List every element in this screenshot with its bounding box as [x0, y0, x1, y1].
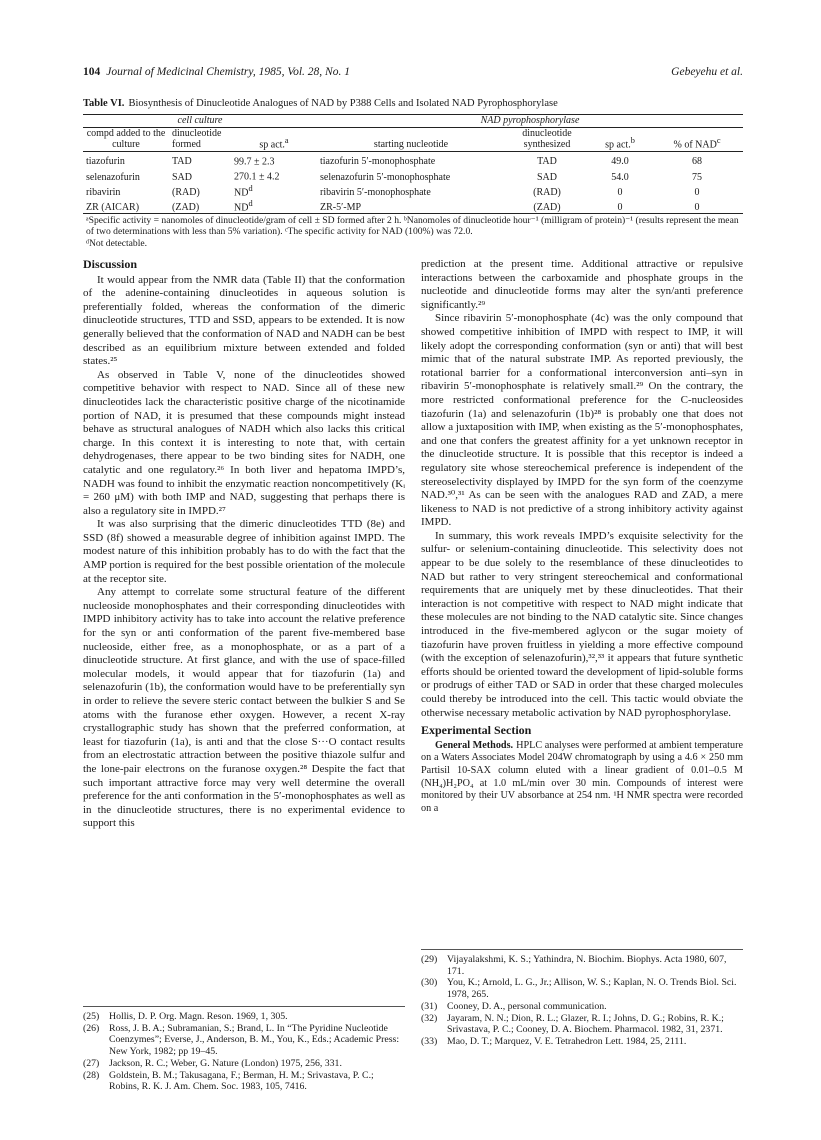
reference-item: (32) Jayaram, N. N.; Dion, R. L.; Glazer, R. I.; Johns, D. G.; Robins, R. K.; Srivastava, P. C.; Cooney, D. A. Biochem. Pharmacol. 1982, 31, 2371.	[421, 1012, 724, 1036]
reference-item: (26) Ross, J. B. A.; Subramanian, S.; Brand, L. In “The Pyridine Nucleotide Coenzymes”; Everse, J., Anderson, B. M., You, K., Eds.; Academic Press: New York, 1982; pp 19–45.	[83, 1022, 400, 1058]
general-methods-text: HPLC analyses were performed at ambient temperature on a Waters Associates Model 204W chromatograph by using a 4.6 × 250 mm Partisil 10-SAX column eluted with a linear gradient of 0.01–0.5 M (NH₄)H₂PO₄ at 1.0 mL/min over 30 min. Compounds of interest were monitored by their UV absorbance at 254 nm. ¹H NMR spectra were recorded on a	[421, 739, 744, 814]
reference-item: (29) Vijayalakshmi, K. S.; Yathindra, N. Biochim. Biophys. Acta 1980, 607, 171.	[421, 954, 727, 977]
paragraph: Since ribavirin 5′-monophosphate (4c) was the only compound that showed competitive inhibition of IMPD with respect to IMP, it will likely adopt the corresponding conformation (syn or anti) that will best mimic that of the natural substrate IMP. As reported previously, the rotational barrier for a conformational interconversion anti–syn in ribavirin 5′-monophosphate is relatively small.²⁹ On the contrary, the more restricted conformational preference for the C-nucleosides tiazofurin (1a) and selenazofurin (1b)²⁸ is probably one that does not allow a juxtaposition with IMP, when existing as the 5′-monophosphates, and one that confers the greatest affinity for a yet unknown receptor in the dinucleotide structure. It is possible that this receptor is indeed a regulatory site whose stereochemical preference is independent of the stereoselectivity displayed by IMPD for the syn form of the coenzyme NAD.³⁰,³¹ As can be seen with the analogues RAD and ZAD, a mere likeness to NAD is not predictive of a strong inhibitory activity against IMPD.	[421, 312, 743, 529]
table-group-row	[83, 115, 743, 128]
journal-citation: Journal of Medicinal Chemistry, 1985, Vol. 28, No. 1	[106, 66, 350, 78]
col-compd: compd added to the culture	[83, 128, 169, 152]
paragraph: As observed in Table V, none of the dinucleotides showed competitive behavior with respect to NAD. Since all of these new dinucleotides lack the characteristic positive charge of the nicotinamide portion of NAD, it is presumed that these compounds might instead behave as structural analogues of NADH which also lacks this critical charge. In this context it is interesting to note that, with certain dehydrogenases, there appear to be two binding sites for NADH, one catalytic and one regulatory.²⁶ In both liver and hepatoma IMPD’s, NADH was found to inhibit the enzymatic reaction noncompetitively (Kᵢ = 260 μM) with both IMP and NAD, suggesting that perhaps there is also a regulatory site in IMPD.²⁷	[83, 368, 405, 517]
reference-item: (30) You, K.; Arnold, L. G., Jr.; Allison, W. S.; Kaplan, N. O. Trends Biol. Sci. 1978, 265.	[421, 977, 737, 1001]
table-footnote: ᵃSpecific activity = nanomoles of dinucleotide/gram of cell ± SD formed after 2 h. ᵇNanomoles of dinucleotide hour⁻¹ (milligram of protein)⁻¹ (results represent the mean of two determinations with less than 5% variation). ᶜThe specific activity for NAD (100%) was 72.0.	[86, 215, 739, 238]
col-sp-act: sp act.$^a$	[231, 128, 317, 152]
table-vi	[83, 114, 743, 249]
col-sp-act-2: sp act.$^b$	[589, 128, 651, 152]
references-left	[83, 1006, 405, 1093]
running-head-authors: Gebeyehu et al.	[671, 66, 743, 78]
discussion-heading: Discussion	[83, 257, 138, 271]
paragraph: prediction at the present time. Additional attractive or repulsive interactions between the carboxamide and phosphate groups in the nucleotide and dinucleotide forms may alter the syn/anti preference significantly.²⁹	[421, 258, 743, 311]
paragraph: Any attempt to correlate some structural feature of the different nucleoside monophosphates and their corresponding dinucleotides with IMPD inhibitory activity has to take into account the relative preference for the syn or anti conformation of the parent five-membered base nucleoside, either free, as a monophosphate, or as a part of a dinucleotide structure. At first glance, and with the use of space-filled molecular models, it would appear that for tiazofurin (1a) and selenazofurin (1b), the conformation would have to be preferentially syn in order to relieve the severe steric contact between the bulkier S and Se atoms with the furanose ether oxygen. However, a recent X-ray crystallographic study has shown that the preferred conformation, at least for tiazofurin (1a), is anti and that the close S···O contact results from an electrostatic attraction between the positive thiazole sulfur and the lone-pair electrons on the furanose oxygen.²⁸ Despite the fact that such important attractive force may very well determine the overall preference for the anti conformation in the 5′-monophosphates as well as in the dinucleotide structures, there is no experimental evidence to support this	[83, 586, 405, 830]
table-row: selenazofurin SAD 270.1 ± 4.2 selenazofurin 5′-monophosphate SAD 54.0 75	[86, 171, 702, 183]
references-right	[421, 949, 743, 1048]
reference-item: (27) Jackson, R. C.; Weber, G. Nature (London) 1975, 256, 331.	[83, 1057, 342, 1069]
paragraph: It was also surprising that the dimeric dinucleotides TTD (8e) and SSD (8f) showed a measurable degree of inhibition against IMPD. The modest nature of this inhibition probably has to do with the fact that the AMP portion is required for the best possible orientation of the molecule at the receptor site.	[83, 518, 405, 585]
paragraph: In summary, this work reveals IMPD’s exquisite selectivity for the sulfur- or selenium-containing dinucleotide. This selectivity does not appear to be due solely to the resemblance of these dinucleotides to NAD but rather to very stringent stereochemical and conformational requirements that are uniquely met by these dinucleotides. That their interaction is not competitive with respect to NAD might indicate that these molecules are not binding to the NAD catalytic site. Since changes introduced in the five-membered aglycon or the sugar moiety of tiazofurin have proven fruitless in yielding a more effective compound (with the exception of selenazofurin),³²,³³ it appears that future synthetic efforts should be oriented toward the development of lipid-soluble forms or prodrugs of either TAD or SAD in order that these charged molecules could thereby be introduced into the cell. This tactic would obviate the otherwise necessary metabolic activation by NAD pyrophosphorylase.	[421, 529, 743, 719]
group-cell-culture: cell culture	[83, 115, 317, 128]
table-row: ribavirin (RAD) $ND^d$ ribavirin 5′-monophosphate (RAD) 0 0	[86, 183, 700, 198]
table-caption	[83, 98, 743, 109]
table-label: Table VI.	[83, 98, 125, 109]
table-title: Biosynthesis of Dinucleotide Analogues of NAD by P388 Cells and Isolated NAD Pyrophosphorylase	[128, 98, 558, 109]
table-header-row	[83, 128, 743, 152]
experimental-heading: Experimental Section	[421, 723, 532, 738]
column-right	[421, 258, 743, 815]
reference-item: (33) Mao, D. T.; Marquez, V. E. Tetrahedron Lett. 1984, 25, 2111.	[421, 1035, 687, 1047]
paragraph-general-methods	[421, 740, 743, 816]
column-left	[83, 258, 405, 831]
col-starting-nucleotide: starting nucleotide	[317, 128, 505, 152]
running-head-left	[83, 66, 350, 78]
reference-item: (31) Cooney, D. A., personal communication.	[421, 1000, 607, 1012]
col-pct-nad: % of NAD$^c$	[651, 128, 743, 152]
table-footnote: ᵈNot detectable.	[86, 238, 148, 250]
page-number: 104	[83, 66, 101, 78]
general-methods-heading: General Methods.	[435, 739, 514, 751]
group-nad-pyrophosphorylase: NAD pyrophosphorylase	[317, 115, 743, 128]
table-row: ZR (AICAR) (ZAD) $ND^d$ ZR-5′-MP (ZAD) 0 0	[83, 198, 743, 214]
table-row: tiazofurin TAD 99.7 ± 2.3 tiazofurin 5′-monophosphate TAD 49.0 68	[86, 156, 702, 168]
col-dinuc-formed: dinucleotide formed	[169, 128, 231, 152]
col-dinuc-synth: dinucleotide synthesized	[505, 128, 589, 152]
reference-item: (28) Goldstein, B. M.; Takusagana, F.; Berman, H. M.; Srivastava, P. C.; Robins, R. K. J. Am. Chem. Soc. 1983, 105, 7416.	[83, 1069, 374, 1093]
reference-item: (25) Hollis, D. P. Org. Magn. Reson. 1969, 1, 305.	[83, 1011, 288, 1022]
paragraph: It would appear from the NMR data (Table II) that the conformation of the adenine-containing dinucleotides in aqueous solution is preferentially folded, whereas the conformation of the dimeric dinucleotide structures, TTD and SSD, appears to be extended. It is now generally believed that the conformation of NAD and NADH can be best described as an equilibrium mixture between extended and folded states.²⁵	[83, 273, 405, 368]
